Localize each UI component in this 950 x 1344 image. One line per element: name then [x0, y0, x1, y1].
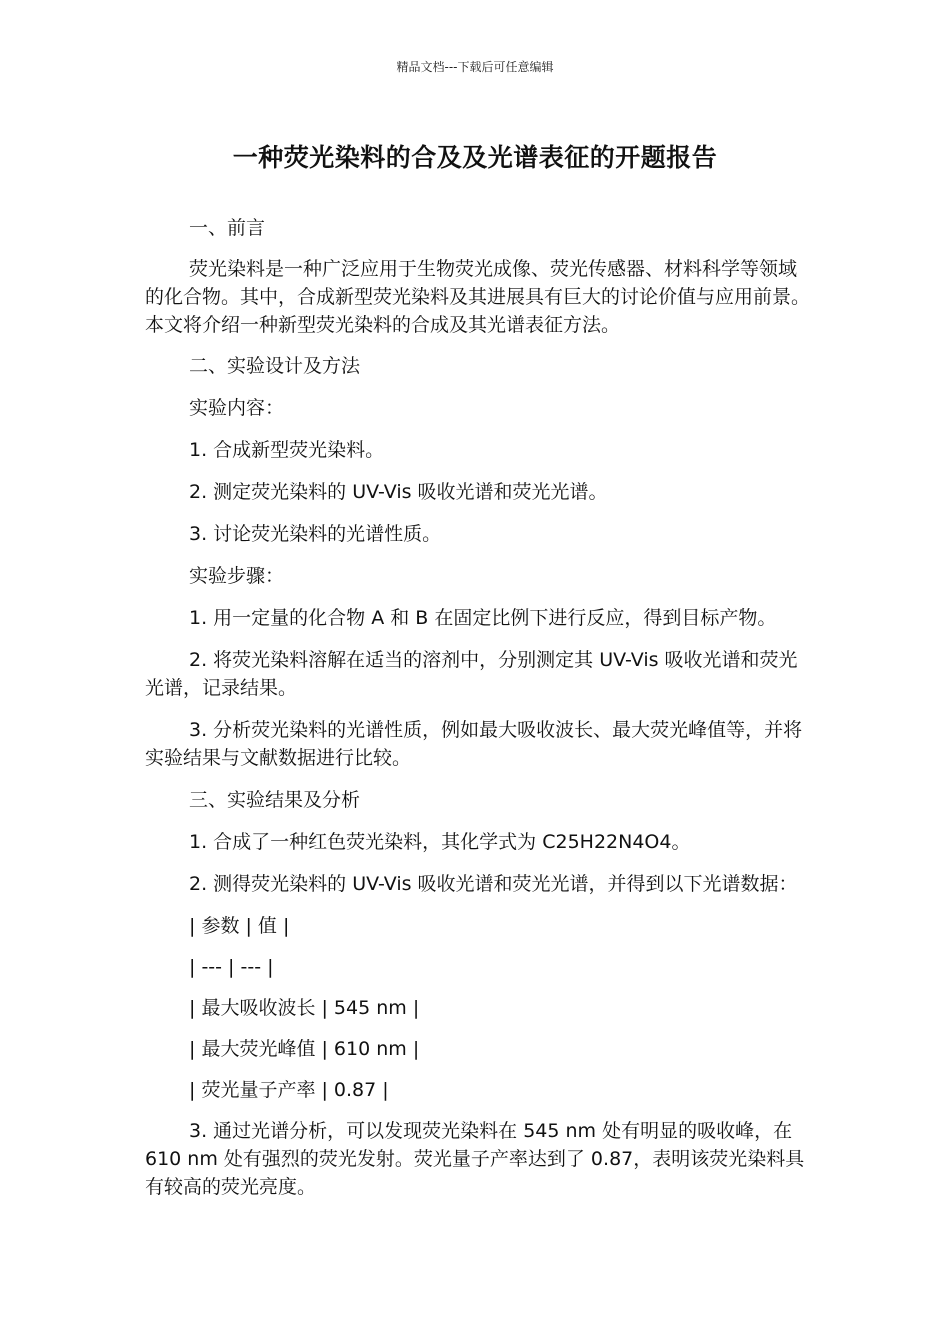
table-row: | 荧光量子产率 | 0.87 |: [189, 1079, 389, 1101]
label-contents: 实验内容：: [189, 397, 285, 419]
section-heading-results: 三、实验结果及分析: [189, 789, 361, 811]
table-row-header: | 参数 | 值 |: [189, 915, 290, 937]
result-item-1: 1. 合成了一种红色荧光染料，其化学式为 C25H22N4O4。: [189, 831, 691, 853]
result-item-2: 2. 测得荧光染料的 UV-Vis 吸收光谱和荧光光谱，并得到以下光谱数据：: [189, 873, 798, 895]
section-heading-preface: 一、前言: [189, 217, 266, 239]
section-heading-design: 二、实验设计及方法: [189, 355, 361, 377]
label-steps: 实验步骤：: [189, 565, 285, 587]
paragraph-intro: 荧光染料是一种广泛应用于生物荧光成像、荧光传感器、材料科学等领域的化合物。其中，合成新型荧光染料及其进展具有巨大的讨论价值与应用前景。本文将介绍一种新型荧光染料的合成及其光谱表征方法。: [145, 258, 811, 336]
step-item-3: 3. 分析荧光染料的光谱性质，例如最大吸收波长、最大荧光峰值等，并将实验结果与文献数据进行比较。: [145, 719, 803, 769]
content-item-3: 3. 讨论荧光染料的光谱性质。: [189, 523, 442, 545]
document-body: [145, 214, 810, 1201]
content-item-1: 1. 合成新型荧光染料。: [189, 439, 385, 461]
document-title: 一种荧光染料的合及及光谱表征的开题报告: [232, 143, 718, 172]
table-row: | 最大吸收波长 | 545 nm |: [189, 997, 420, 1019]
table-row: | 最大荧光峰值 | 610 nm |: [189, 1038, 420, 1060]
header-note: 精品文档---下载后可任意编辑: [396, 60, 554, 74]
step-item-2: 2. 将荧光染料溶解在适当的溶剂中，分别测定其 UV-Vis 吸收光谱和荧光光谱，记录结果。: [145, 649, 798, 699]
step-item-1: 1. 用一定量的化合物 A 和 B 在固定比例下进行反应，得到目标产物。: [189, 607, 777, 629]
result-item-3: 3. 通过光谱分析，可以发现荧光染料在 545 nm 处有明显的吸收峰，在 610 nm 处有强烈的荧光发射。荧光量子产率达到了 0.87，表明该荧光染料具有较高的荧光亮度。: [145, 1120, 805, 1198]
content-item-2: 2. 测定荧光染料的 UV-Vis 吸收光谱和荧光光谱。: [189, 481, 608, 503]
table-row-separator: | --- | --- |: [189, 956, 274, 978]
